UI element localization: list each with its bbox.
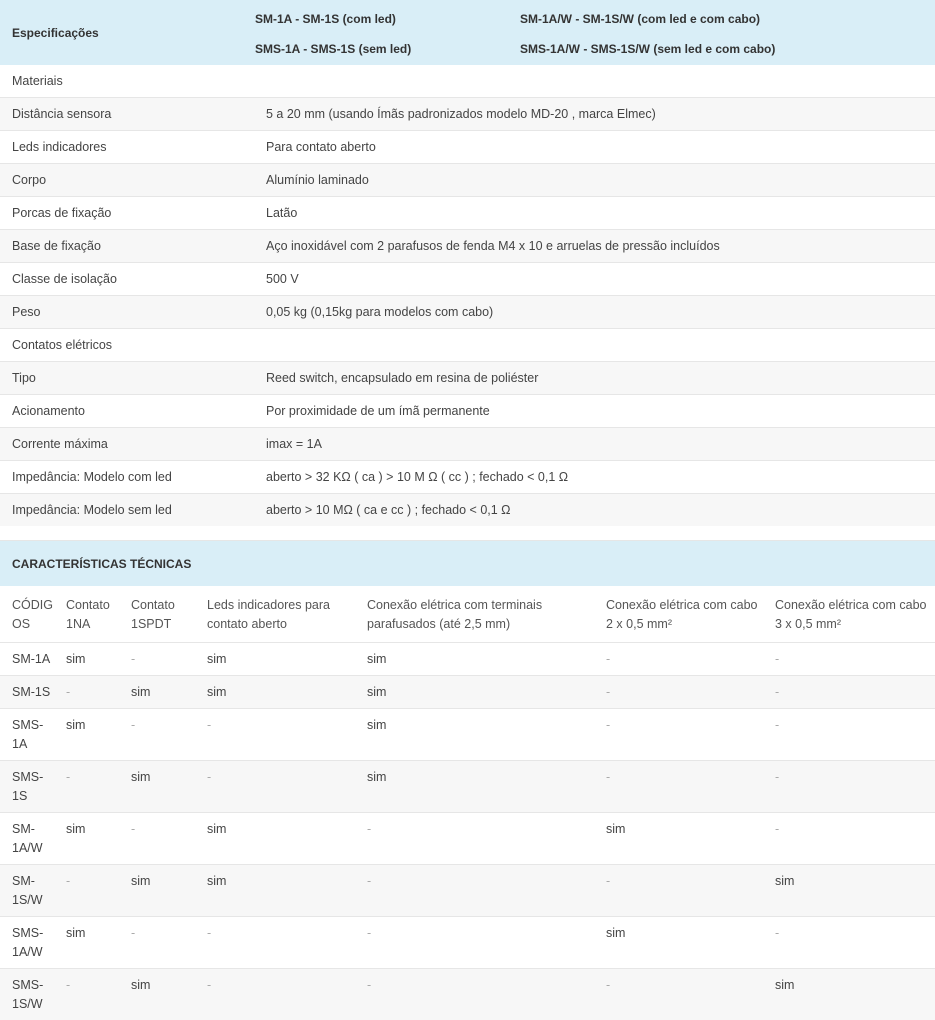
- model-code-cell: SMS-1A/W: [0, 917, 59, 969]
- table-cell: -: [599, 865, 768, 917]
- table-cell: -: [768, 709, 935, 761]
- table-cell: -: [200, 917, 360, 969]
- table-cell: sim: [360, 761, 599, 813]
- spec-row: [0, 131, 935, 164]
- column-header: Contato 1NA: [59, 586, 124, 643]
- table-cell: sim: [200, 813, 360, 865]
- table-cell: -: [360, 917, 599, 969]
- spec-label: Leds indicadores: [0, 131, 255, 164]
- table-cell: -: [599, 969, 768, 1020]
- spec-row: [0, 329, 935, 362]
- spec-label: Tipo: [0, 362, 255, 395]
- characteristics-body: [0, 643, 935, 1020]
- table-cell: sim: [59, 709, 124, 761]
- table-cell: -: [360, 969, 599, 1020]
- spec-label: Contatos elétricos: [0, 329, 255, 362]
- spec-value: Alumínio laminado: [255, 164, 935, 197]
- spec-row: [0, 395, 935, 428]
- table-cell: -: [124, 643, 200, 676]
- spec-label: Base de fixação: [0, 230, 255, 263]
- spec-row: [0, 197, 935, 230]
- table-cell: sim: [124, 761, 200, 813]
- spec-row: [0, 296, 935, 329]
- spec-label: Acionamento: [0, 395, 255, 428]
- table-cell: sim: [200, 643, 360, 676]
- model-name: SMS-1A/W - SMS-1S/W (sem led e com cabo): [520, 42, 923, 56]
- table-row: [0, 813, 935, 865]
- table-cell: -: [59, 865, 124, 917]
- spec-label: Corrente máxima: [0, 428, 255, 461]
- section-gap: [0, 526, 935, 540]
- spec-value: [255, 329, 935, 362]
- table-cell: -: [768, 676, 935, 709]
- spec-label: Materiais: [0, 65, 255, 98]
- spec-value: aberto > 10 MΩ ( ca e cc ) ; fechado < 0,1 Ω: [255, 494, 935, 527]
- table-cell: -: [599, 709, 768, 761]
- spec-value: Para contato aberto: [255, 131, 935, 164]
- table-cell: sim: [59, 813, 124, 865]
- model-code-cell: SMS-1A: [0, 709, 59, 761]
- table-row: [0, 865, 935, 917]
- table-cell: -: [124, 813, 200, 865]
- table-row: [0, 709, 935, 761]
- table-cell: -: [200, 969, 360, 1020]
- model-name: SM-1A/W - SM-1S/W (com led e com cabo): [520, 12, 923, 26]
- table-row: [0, 917, 935, 969]
- table-cell: sim: [200, 865, 360, 917]
- specifications-body: [0, 65, 935, 526]
- spec-row: [0, 461, 935, 494]
- table-cell: -: [768, 643, 935, 676]
- spec-label: Impedância: Modelo com led: [0, 461, 255, 494]
- specifications-title: Especificações: [0, 0, 255, 65]
- table-cell: sim: [124, 865, 200, 917]
- table-cell: sim: [599, 813, 768, 865]
- column-header: Leds indicadores para contato aberto: [200, 586, 360, 643]
- model-code-cell: SM-1A/W: [0, 813, 59, 865]
- table-cell: -: [59, 676, 124, 709]
- spec-value: 5 a 20 mm (usando Ímãs padronizados modelo MD-20 , marca Elmec): [255, 98, 935, 131]
- table-row: [0, 643, 935, 676]
- model-name: SM-1A - SM-1S (com led): [255, 12, 520, 26]
- table-cell: sim: [124, 676, 200, 709]
- model-name: SMS-1A - SMS-1S (sem led): [255, 42, 520, 56]
- table-cell: -: [124, 917, 200, 969]
- table-cell: sim: [360, 643, 599, 676]
- table-cell: -: [124, 709, 200, 761]
- specifications-header: [0, 0, 935, 65]
- table-cell: sim: [599, 917, 768, 969]
- spec-label: Peso: [0, 296, 255, 329]
- model-code-cell: SM-1S/W: [0, 865, 59, 917]
- table-cell: sim: [768, 969, 935, 1020]
- table-cell: sim: [360, 709, 599, 761]
- model-code-cell: SMS-1S: [0, 761, 59, 813]
- characteristics-column-headers: [0, 586, 935, 643]
- column-header: CÓDIG OS: [0, 586, 59, 643]
- table-cell: sim: [360, 676, 599, 709]
- table-row: [0, 676, 935, 709]
- column-header: Conexão elétrica com terminais parafusados (até 2,5 mm): [360, 586, 599, 643]
- table-cell: -: [59, 761, 124, 813]
- table-cell: sim: [200, 676, 360, 709]
- spec-row: [0, 98, 935, 131]
- table-cell: -: [59, 969, 124, 1020]
- spec-value: 500 V: [255, 263, 935, 296]
- spec-row: [0, 428, 935, 461]
- table-cell: sim: [768, 865, 935, 917]
- spec-label: Impedância: Modelo sem led: [0, 494, 255, 527]
- spec-row: [0, 230, 935, 263]
- spec-value: [255, 65, 935, 98]
- spec-value: Latão: [255, 197, 935, 230]
- spec-label: Classe de isolação: [0, 263, 255, 296]
- table-cell: -: [360, 865, 599, 917]
- spec-value: Por proximidade de um ímã permanente: [255, 395, 935, 428]
- spec-row: [0, 362, 935, 395]
- characteristics-title: CARACTERÍSTICAS TÉCNICAS: [0, 541, 935, 587]
- spec-value: aberto > 32 KΩ ( ca ) > 10 M Ω ( cc ) ; fechado < 0,1 Ω: [255, 461, 935, 494]
- spec-value: imax = 1A: [255, 428, 935, 461]
- spec-row: [0, 494, 935, 527]
- table-cell: -: [768, 917, 935, 969]
- table-row: [0, 761, 935, 813]
- table-cell: -: [599, 643, 768, 676]
- spec-label: Distância sensora: [0, 98, 255, 131]
- spec-label: Corpo: [0, 164, 255, 197]
- spec-value: Reed switch, encapsulado em resina de poliéster: [255, 362, 935, 395]
- spec-row: [0, 263, 935, 296]
- model-code-cell: SM-1A: [0, 643, 59, 676]
- spec-value: 0,05 kg (0,15kg para modelos com cabo): [255, 296, 935, 329]
- column-header: Conexão elétrica com cabo 3 x 0,5 mm²: [768, 586, 935, 643]
- table-cell: -: [768, 761, 935, 813]
- spec-value: Aço inoxidável com 2 parafusos de fenda M4 x 10 e arruelas de pressão incluídos: [255, 230, 935, 263]
- characteristics-table: [0, 540, 935, 1020]
- table-cell: -: [200, 709, 360, 761]
- table-cell: -: [599, 676, 768, 709]
- spec-row: [0, 65, 935, 98]
- table-cell: sim: [124, 969, 200, 1020]
- table-cell: -: [599, 761, 768, 813]
- table-cell: -: [768, 813, 935, 865]
- table-row: [0, 969, 935, 1020]
- spec-label: Porcas de fixação: [0, 197, 255, 230]
- model-code-cell: SM-1S: [0, 676, 59, 709]
- model-code-cell: SMS-1S/W: [0, 969, 59, 1020]
- model-names: [255, 0, 935, 65]
- table-cell: -: [200, 761, 360, 813]
- spec-row: [0, 164, 935, 197]
- table-cell: sim: [59, 643, 124, 676]
- characteristics-header: [0, 541, 935, 587]
- table-cell: -: [360, 813, 599, 865]
- column-header: Contato 1SPDT: [124, 586, 200, 643]
- table-cell: sim: [59, 917, 124, 969]
- column-header: Conexão elétrica com cabo 2 x 0,5 mm²: [599, 586, 768, 643]
